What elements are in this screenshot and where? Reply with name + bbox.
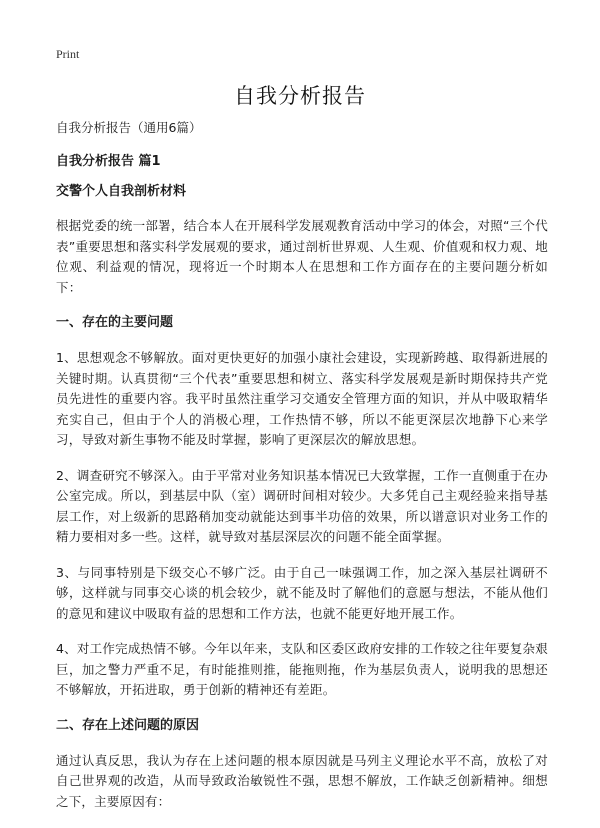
intro-paragraph: 根据党委的统一部署，结合本人在开展科学发展观教育活动中学习的体会，对照“三个代表”重要思想和落实科学发展观的要求，通过剖析世界观、人生观、价值观和权力观、地位观、利益观的情况，现将近一个时期本人在思想和工作方面存在的主要问题分析如下： (56, 218, 548, 295)
article-heading: 自我分析报告 篇1 (56, 154, 161, 169)
issue-item-3: 3、与同事特别是下级交心不够广泛。由于自己一味强调工作，加之深入基层社调研不够，这样就与同事交心谈的机会较少，就不能及时了解他们的意愿与想法，不能从他们的意见和建议中吸取有益的思想和工作方法，也就不能更好地开展工作。 (56, 564, 548, 621)
section-1-title: 一、存在的主要问题 (56, 315, 174, 330)
article-subheading: 交警个人自我剖析材料 (56, 184, 187, 199)
issue-item-1: 1、思想观念不够解放。面对更快更好的加强小康社会建设，实现新跨越、取得新进展的关键时期。认真贯彻“三个代表”重要思想和树立、落实科学发展观是新时期保持共产党员先进性的重要内容。我平时虽然注重学习交通安全管理方面的知识，并从中吸取精华充实自己，但由于个人的消极心理，工作热情不够，所以不能更深层次地静下心来学习，导致对新生事物不能及时掌握，影响了更深层次的解放思想。 (56, 350, 548, 447)
document-title: 自我分析报告 (234, 84, 366, 108)
section-2-title: 二、存在上述问题的原因 (56, 717, 200, 733)
issue-item-2: 2、调查研究不够深入。由于平常对业务知识基本情况已大致掌握，工作一直侧重于在办公室完成。所以，到基层中队（室）调研时间相对较少。大多凭自己主观经验来指导基层工作，对上级新的思路稍加变动就能达到事半功倍的效果，所以谱意识对业务工作的精力要相对多一些。这样，就导致对基层深层次的问题不能全面掌握。 (56, 467, 548, 544)
document-body (56, 118, 548, 827)
issue-item-4: 4、对工作完成热情不够。今年以年来，支队和区委区政府安排的工作较之往年要复杂艰巨，加之警力严重不足，有时能推则推，能拖则拖，作为基层负责人，说明我的思想还不够解放，开拓进取，勇于创新的精神还有差距。 (56, 641, 548, 697)
document-subtitle: 自我分析报告（通用6篇） (56, 120, 202, 135)
print-label[interactable]: Print (56, 47, 80, 61)
reason-paragraph: 通过认真反思，我认为存在上述问题的根本原因就是马列主义理论水平不高，放松了对自己世界观的改造，从而导致政治敏锐性不强，思想不解放，工作缺乏创新精神。细想之下，主要原因有： (56, 752, 548, 809)
